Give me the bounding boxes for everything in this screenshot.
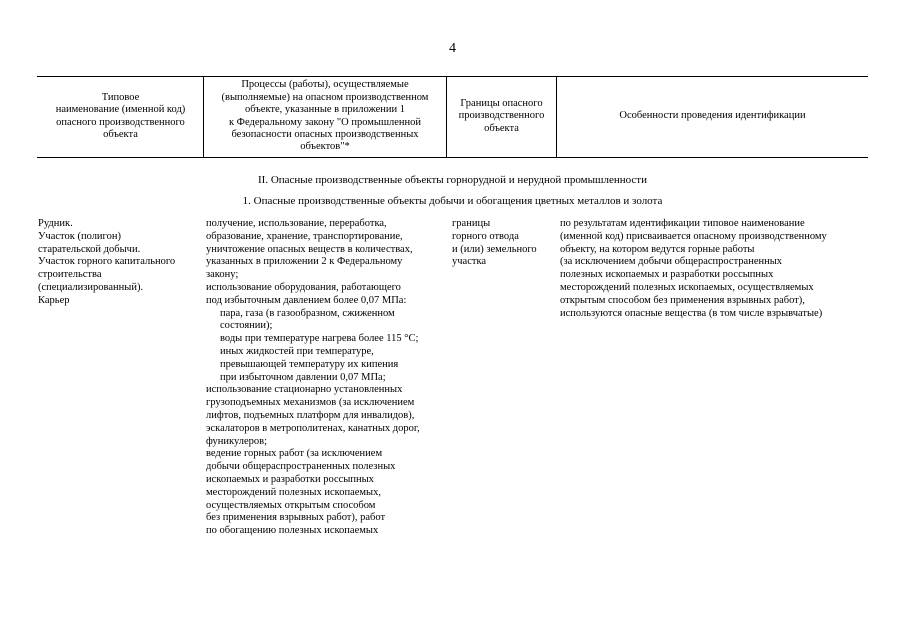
text-line: участка — [452, 256, 487, 268]
text-line: Типовое — [101, 91, 140, 103]
text-line: открытым способом без применения взрывных работ), — [560, 294, 805, 306]
text-line: производственного — [458, 110, 545, 122]
text-line: к Федеральному закону "О промышленной — [228, 116, 422, 128]
text-line: горного отвода — [452, 230, 519, 242]
text-line: наименование (именной код) — [55, 104, 186, 116]
text-line: объекта — [484, 122, 519, 134]
section-title: II. Опасные производственные объекты горнорудной и нерудной промышленности — [258, 174, 647, 186]
text-line: пара, газа (в газообразном, сжиженном — [220, 307, 395, 319]
text-line: по результатам идентификации типовое наименование — [560, 218, 805, 229]
text-line: объекту, на котором ведутся горные работы — [560, 243, 755, 255]
text-line: и (или) земельного — [452, 243, 537, 255]
text-line: фуникулеров; — [206, 435, 268, 447]
text-line: месторождений полезных ископаемых, — [206, 486, 381, 498]
text-line: грузоподъемных механизмов (за исключением — [206, 397, 415, 409]
text-line: при избыточном давлении 0,07 МПа; — [220, 371, 386, 383]
text-line: объекте, указанные в приложении 1 — [245, 104, 405, 116]
text-line: (выполняемые) на опасном производственном — [221, 91, 429, 103]
text-line: строительства — [38, 269, 102, 281]
cell-processes — [206, 218, 420, 538]
text-line: закону; — [206, 269, 239, 281]
cell-type-name — [38, 218, 175, 308]
text-line: иных жидкостей при температуре, — [220, 345, 374, 357]
text-line: лифтов, подъемных платформ для инвалидов), — [206, 409, 415, 421]
header-cell-text — [222, 79, 429, 153]
text-line: использование стационарно установленных — [206, 384, 403, 396]
header-cell-processes — [204, 76, 446, 157]
text-line: воды при температуре нагрева более 115 °С; — [220, 333, 419, 345]
header-cell-boundaries — [447, 76, 556, 157]
text-line: старательской добычи. — [38, 243, 141, 255]
text-line: ведение горных работ (за исключением — [206, 448, 383, 460]
text-line: используются опасные вещества (в том числе взрывчатые) — [560, 307, 823, 319]
header-cell-text — [459, 98, 545, 135]
text-line: состоянии); — [220, 320, 273, 332]
text-line: месторождений полезных ископаемых, осуществляемых — [560, 281, 814, 293]
page-number: 4 — [449, 41, 456, 56]
text-line: границы — [452, 218, 491, 229]
text-line: использование оборудования, работающего — [206, 281, 401, 293]
text-line: (именной код) присваивается опасному производственному — [560, 230, 827, 242]
text-line: безопасности опасных производственных — [231, 128, 419, 140]
text-line: Участок (полигон) — [38, 230, 121, 242]
text-line: (специализированный). — [38, 281, 144, 293]
subsection-title: 1. Опасные производственные объекты добычи и обогащения цветных металлов и золота — [242, 195, 663, 207]
text-line: объектов"* — [300, 141, 350, 153]
cell-identification — [560, 218, 827, 320]
text-line: Особенности проведения идентификации — [619, 110, 806, 122]
text-line: по обогащению полезных ископаемых — [206, 525, 379, 537]
text-line: опасного производственного — [56, 116, 185, 128]
text-line: Процессы (работы), осуществляемые — [241, 79, 409, 91]
text-line: без применения взрывных работ), работ — [206, 512, 386, 524]
text-line: уничтожение опасных веществ в количествах, — [206, 243, 413, 255]
text-line: осуществляемых открытым способом — [206, 499, 376, 511]
text-line: Карьер — [38, 294, 70, 306]
header-cell-type-name — [38, 76, 203, 157]
text-line: объекта — [103, 128, 138, 140]
text-line: Участок горного капитального — [38, 256, 176, 268]
text-line: под избыточным давлением более 0,07 МПа: — [206, 294, 407, 306]
header-cell-text — [56, 92, 186, 142]
text-line: Рудник. — [38, 218, 73, 229]
table-header-bottom-rule — [37, 157, 868, 158]
text-line: образование, хранение, транспортирование, — [206, 230, 403, 242]
text-line: получение, использование, переработка, — [206, 218, 387, 229]
text-line: ископаемых и разработки россыпных — [206, 473, 374, 485]
cell-boundaries — [452, 218, 537, 269]
header-cell-text — [619, 110, 805, 122]
text-line: полезных ископаемых и разработки россыпных — [560, 269, 774, 281]
text-line: добычи общераспространенных полезных — [206, 461, 396, 473]
header-cell-identification — [557, 76, 868, 157]
text-line: превышающей температуру их кипения — [220, 358, 399, 370]
text-line: эскалаторов в метрополитенах, канатных дорог, — [206, 422, 420, 434]
text-line: указанных в приложении 2 к Федеральному — [206, 256, 403, 268]
text-line: (за исключением добычи общераспространенных — [560, 256, 783, 268]
text-line: Границы опасного — [460, 97, 543, 109]
